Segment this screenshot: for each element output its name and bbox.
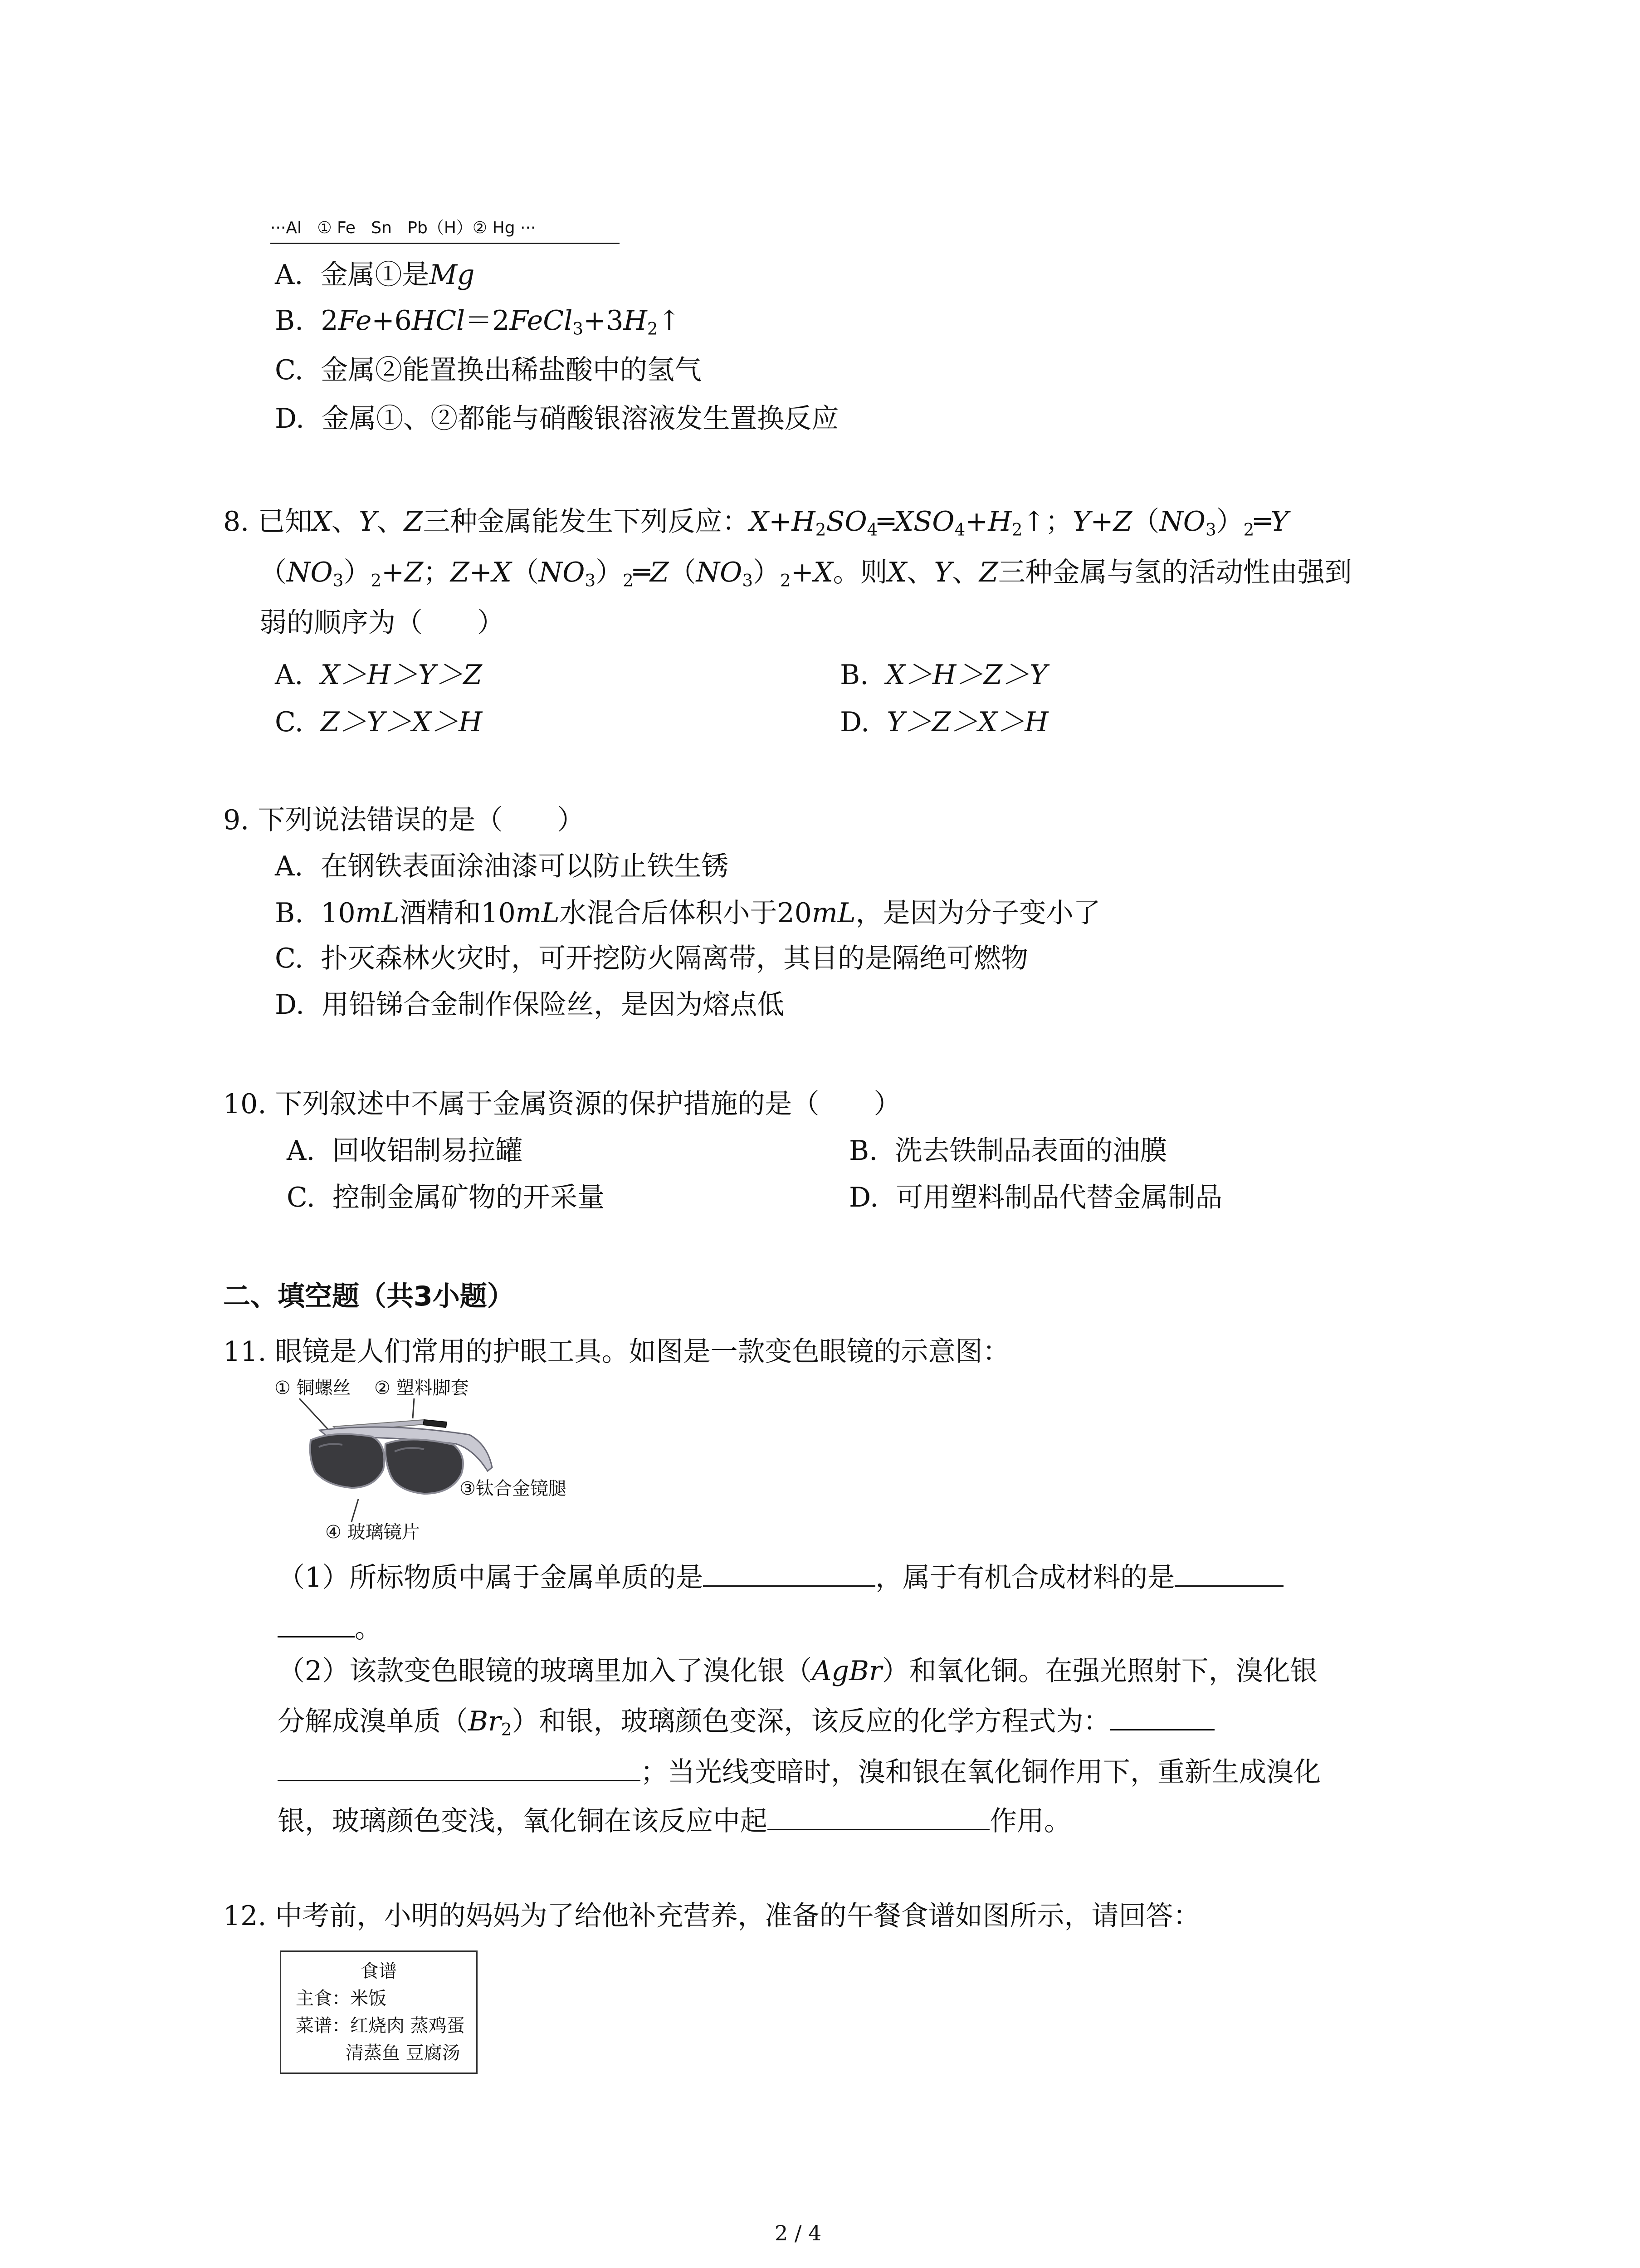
blank-metal-element[interactable] [703, 1558, 875, 1587]
q10-option-c: C. 控制金属矿物的开采量 [287, 1182, 605, 1213]
figure-label-titanium-temple: ③钛合金镜腿 [459, 1478, 566, 1499]
q12-stem: 12. 中考前，小明的妈妈为了给他补充营养，准备的午餐食谱如图所示，请回答： [223, 1900, 1201, 1932]
q7-option-b: B. $2Fe+6HCl=2FeCl_3+3H_2↑$ [275, 305, 681, 339]
blank-catalyst-role[interactable] [767, 1802, 990, 1830]
glasses-figure [274, 1377, 601, 1554]
q8-line3: 弱的顺序为（ ） [259, 607, 504, 639]
q11-part2-line3: ；当光线变暗时，溴和银在氧化铜作用下，重新生成溴化 [278, 1753, 1321, 1790]
blank-equation[interactable] [1110, 1702, 1215, 1730]
q10-option-b: B. 洗去铁制品表面的油膜 [849, 1135, 1167, 1167]
q11-stem: 11. 眼镜是人们常用的护眼工具。如图是一款变色眼镜的示意图： [223, 1336, 1010, 1368]
sunglasses-illustration [274, 1377, 601, 1554]
blank-synthetic-material[interactable] [1175, 1558, 1284, 1587]
q8-option-d: D. Y＞Z＞X＞H [840, 706, 1049, 738]
menu-dishes: 菜谱：红烧肉 蒸鸡蛋 [296, 2015, 465, 2036]
menu-dishes-cont: 清蒸鱼 豆腐汤 [346, 2043, 460, 2063]
series-item: ① Fe [317, 219, 356, 237]
series-item: Sn [371, 219, 392, 237]
q7-option-c: C. 金属②能置换出稀盐酸中的氢气 [275, 354, 702, 386]
q8-option-c: C. Z＞Y＞X＞H [275, 706, 483, 738]
q10-stem: 10. 下列叙述中不属于金属资源的保护措施的是（ ） [223, 1088, 901, 1120]
page-number: 2 / 4 [775, 2221, 822, 2245]
menu-box [280, 1950, 478, 2074]
q11-part2-line4: 银，玻璃颜色变浅，氧化铜在该反应中起 作用。 [278, 1802, 1071, 1839]
q9-stem: 9. 下列说法错误的是（ ） [223, 804, 585, 836]
q7-option-d: D. 金属①、②都能与硝酸银溶液发生置换反应 [275, 403, 839, 435]
blank-synthetic-material-cont[interactable] [278, 1609, 355, 1637]
series-item: ···Al [270, 219, 302, 237]
blank-equation-cont[interactable] [278, 1753, 640, 1781]
menu-staple: 主食：米饭 [296, 1988, 386, 2009]
q11-part2-line1: （2）该款变色眼镜的玻璃里加入了溴化银（AgBr）和氧化铜。在强光照射下，溴化银 [278, 1655, 1318, 1687]
figure-label-plastic-tip: ② 塑料脚套 [374, 1378, 469, 1398]
figure-label-copper-screw: ① 铜螺丝 [274, 1378, 351, 1398]
q9-option-b: B. 10mL酒精和10mL水混合后体积小于20mL，是因为分子变小了 [275, 897, 1101, 929]
q9-option-d: D. 用铅锑合金制作保险丝，是因为熔点低 [275, 989, 785, 1021]
activity-series-strip [270, 217, 536, 240]
q11-part1: （1）所标物质中属于金属单质的是 ，属于有机合成材料的是 [278, 1558, 1284, 1596]
q9-option-c: C. 扑灭森林火灾时，可开挖防火隔离带，其目的是隔绝可燃物 [275, 943, 1028, 974]
q8-line1: 8. 已知X、Y、Z三种金属能发生下列反应：$X+H_2SO_4═XSO_4+H_2↑$；$Y+Z(NO_3)_2═Y$ [223, 506, 1289, 540]
q10-option-d: D. 可用塑料制品代替金属制品 [849, 1182, 1223, 1213]
q7-option-a: A. 金属①是Mg [275, 259, 475, 291]
section-heading: 二、填空题（共3小题） [223, 1281, 514, 1312]
q11-part1-cont: 。 [278, 1609, 382, 1647]
q11-part2-line2: 分解成溴单质$(Br_2)$和银，玻璃颜色变深，该反应的化学方程式为： [278, 1702, 1215, 1747]
series-underline [270, 243, 620, 244]
menu-title: 食谱 [361, 1961, 397, 1982]
q8-option-a: A. X＞H＞Y＞Z [275, 659, 482, 691]
q8-option-b: B. X＞H＞Z＞Y [840, 659, 1048, 691]
series-item: Pb（H）② Hg ··· [407, 219, 536, 237]
figure-label-glass-lens: ④ 玻璃镜片 [325, 1522, 420, 1543]
q9-option-a: A. 在钢铁表面涂油漆可以防止铁生锈 [275, 850, 729, 882]
q10-option-a: A. 回收铝制易拉罐 [287, 1135, 523, 1167]
q8-line2: $(NO_3)_2+Z$；$Z+X(NO_3)_2═Z(NO_3)_2+X$。则X、Y、Z三种金属与氢的活动性由强到 [259, 557, 1352, 591]
